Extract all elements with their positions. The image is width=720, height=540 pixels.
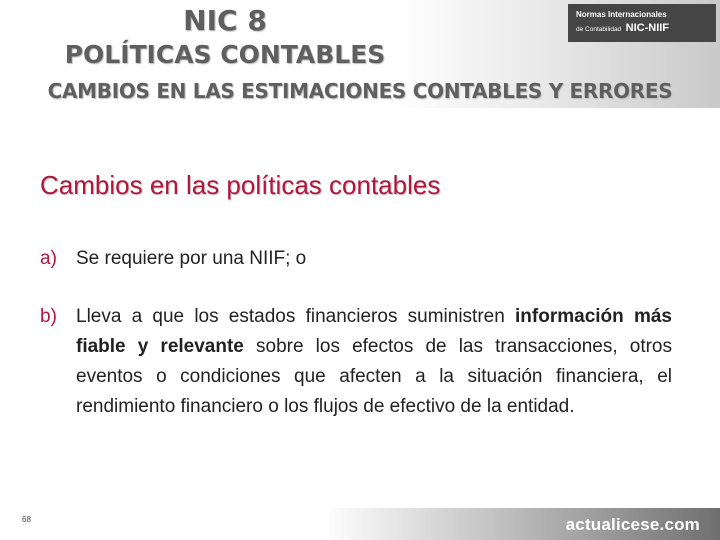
list-item bbox=[40, 302, 672, 422]
list-item-text-end: sobre los efectos de las transacciones, otros eventos o condiciones que afecten a la situación financiera, el rendimiento financiero o los flujos de efectivo de la entidad. bbox=[76, 336, 672, 417]
slide-subtitle: POLÍTICAS CONTABLES bbox=[64, 40, 386, 69]
emphasis-text: información más fiable y relevante bbox=[76, 306, 672, 357]
brand-line-2a: de Contabilidad bbox=[576, 26, 622, 33]
list-marker: b) bbox=[40, 306, 57, 327]
list-item bbox=[40, 244, 672, 274]
bullet-list bbox=[40, 244, 672, 422]
list-item-text-start: Lleva a que los estados financieros suministren bbox=[76, 306, 516, 327]
brand-line-1: Normas Internacionales bbox=[576, 10, 667, 19]
footer-site-name: actualicese.com bbox=[565, 515, 700, 534]
slide-title: NIC 8 bbox=[183, 4, 267, 37]
section-title: Cambios en las políticas contables bbox=[40, 170, 441, 200]
page-number: 68 bbox=[22, 515, 31, 524]
slide-subtitle-2: CAMBIOS EN LAS ESTIMACIONES CONTABLES Y ERRORES bbox=[47, 79, 673, 103]
list-item-text: Se requiere por una NIIF; o bbox=[76, 248, 307, 269]
brand-line-2b: NIC-NIIF bbox=[625, 22, 670, 34]
list-item-text bbox=[76, 302, 672, 422]
brand-logo bbox=[568, 4, 716, 42]
list-marker: a) bbox=[40, 248, 57, 269]
